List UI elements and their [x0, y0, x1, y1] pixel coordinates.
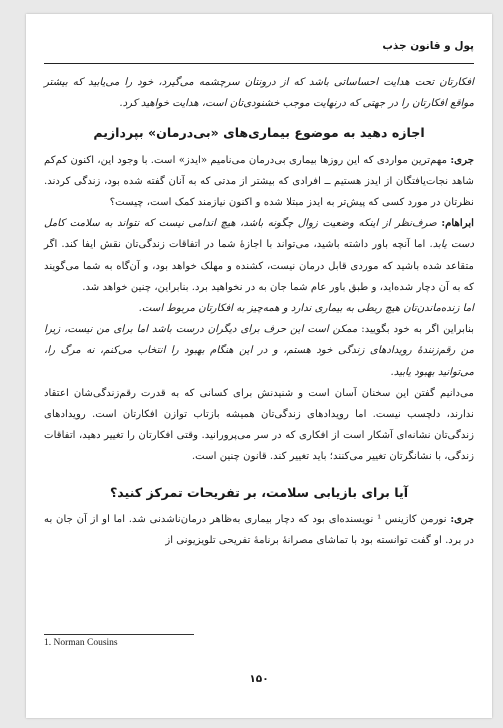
footnote: 1. Norman Cousins: [44, 638, 118, 648]
header-rule: [44, 63, 474, 64]
page-number: ۱۵۰: [249, 673, 269, 685]
jerry-cousins-text: نورمن کازینس ¹ نویسنده‌ای بود که دچار بیماری به‌ظاهر درمان‌ناشدنی شد. اما او از آن جان به در برد. او گفت توانسته بود با تماشای مصرانهٔ برنامهٔ تفریحی تلویزیونی از: [44, 513, 474, 547]
speaker-jerry: جری:: [450, 153, 474, 166]
section-heading-incurable: اجازه دهید به موضوع بیماری‌های «بی‌درمان» بپردازیم: [93, 125, 425, 141]
book-page: [26, 14, 492, 718]
jerry-question-text: مهم‌ترین مواردی که این روزها بیماری بی‌درمان می‌نامیم «ایدز» است. با وجود این، اکنون کم‌کم شاهد نجات‌یافتگان از ایدز هستیم ــ افرادی که بیشتر از مدتی که به آنان گفته شده بود، زندگی کردند. نظرتان در مورد کسی که پیش‌تر به ایدز مبتلا شده و اکنون نیازمند کمک است، چیست؟: [44, 154, 474, 209]
intro-paragraph: افکارتان تحت هدایت احساساتی باشد که از درونتان سرچشمه می‌گیرد، خود را می‌یابید که بیشتر مواقع افکارتان را در جهتی که درنهایت موجب خشنودی‌تان است، هدایت خواهید کرد.: [44, 77, 474, 110]
footnote-rule: [44, 634, 194, 635]
abraham-answer-paragraph: [44, 213, 474, 298]
survival-italic-paragraph: اما زنده‌ماندن‌تان هیچ ربطی به بیماری ندارد و همه‌چیز به افکارتان مربوط است.: [138, 303, 474, 315]
self-talk-quote: ممکن است این حرف برای دیگران درست باشد اما برای من نیست، زیرا من رقم‌زنندهٔ رویدادهای زندگی خود هستم، و در این هنگام بهبود را انتخاب می‌کنم، نه مرگ را، می‌توانید بهبود یابید.: [44, 324, 474, 378]
abraham-italic-text: صرف‌نظر از اینکه وضعیت زوال چگونه باشد، هیچ اندامی نیست که نتواند به سلامت کامل دست یابد.: [44, 218, 474, 251]
speaker-jerry-2: جری:: [450, 512, 475, 525]
self-talk-lead: بنابراین اگر به خود بگویید:: [357, 324, 474, 336]
speaker-abraham: ابراهام:: [441, 217, 474, 230]
page-body: [44, 72, 474, 551]
self-talk-paragraph: [44, 319, 474, 383]
running-header: پول و قانون جذب: [382, 40, 474, 52]
closing-paragraph: می‌دانیم گفتن این سخنان آسان است و شنیدنش برای کسانی که به قدرت رقم‌زندگی‌شان اعتقاد ندارند، دلچسب نیست. اما رویدادهای زندگی‌تان همیشه بازتاب توازن افکارتان است. رویدادهای زندگی‌تان نشانه‌ای آشکار است از افکاری که در سر می‌پرورانید. وقتی افکارتان را تغییر دهید، اتفاقات زندگی، با نشانگرتان تغییر می‌کنند؛ باید تغییر کند. قانون چنین است.: [44, 387, 474, 463]
abraham-answer-text: اما آنچه باور داشته باشید، می‌تواند با اجازهٔ شما در اتفاقات زندگی‌تان نقش ایفا کند. اگر متقاعد شده باشید که موردی قابل درمان نیست، کشنده و مهلک خواهد بود، و آن‌گاه به شما می‌گویند که به آن دچار شده‌اید، و طبق باور عام شما جان به در نخواهید برد. بنابراین، چنین خواهد شد.: [44, 239, 474, 293]
jerry-question-paragraph: [44, 150, 474, 214]
section-heading-recreation: آیا برای بازیابی سلامت، بر تفریحات تمرکز کنید؟: [109, 484, 409, 500]
jerry-cousins-paragraph: [44, 509, 474, 551]
